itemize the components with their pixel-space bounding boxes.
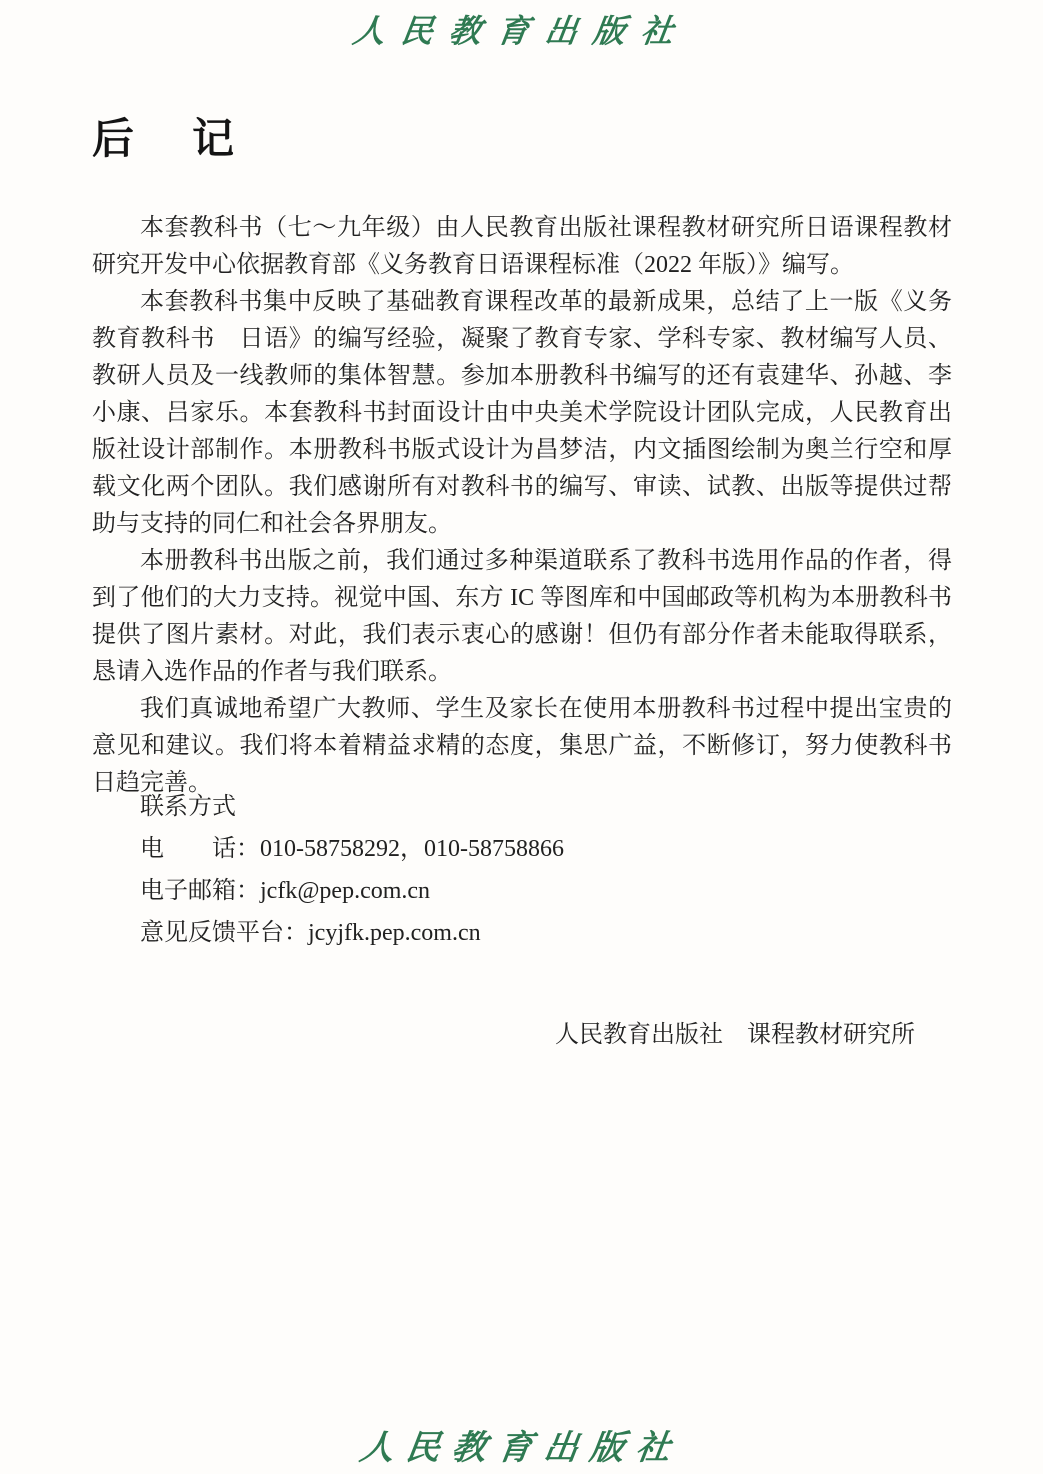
afterword-paragraph-2: 本套教科书集中反映了基础教育课程改革的最新成果，总结了上一版《义务教育教科书 日语》的编写经验，凝聚了教育专家、学科专家、教材编写人员、教研人员及一线教师的集体智慧。参加本册教科书编写的还有袁建华、孙越、李小康、吕家乐。本套教科书封面设计由中央美术学院设计团队完成，人民教育出版社设计部制作。本册教科书版式设计为昌梦洁，内文插图绘制为奥兰行空和厚载文化两个团队。我们感谢所有对教科书的编写、审读、试教、出版等提供过帮助与支持的同仁和社会各界朋友。 xyxy=(92,289,952,537)
contact-email-label: 电子邮箱： xyxy=(140,878,260,904)
afterword-body xyxy=(92,210,952,802)
afterword-paragraph-4: 我们真诚地希望广大教师、学生及家长在使用本册教科书过程中提出宝贵的意见和建议。我们将本着精益求精的态度，集思广益，不断修订，努力使教科书日趋完善。 xyxy=(92,696,952,796)
publisher-calligraphy-logo-top: 人民教育出版社 xyxy=(350,13,692,49)
contact-email-line xyxy=(140,870,564,912)
contact-feedback-label: 意见反馈平台： xyxy=(140,920,308,946)
contact-feedback-line xyxy=(140,912,564,954)
afterword-paragraph-3: 本册教科书出版之前，我们通过多种渠道联系了教科书选用作品的作者，得到了他们的大力支持。视觉中国、东方 IC 等图库和中国邮政等机构为本册教科书提供了图片素材。对此，我们表示衷心的感谢！但仍有部分作者未能取得联系，恳请入选作品的作者与我们联系。 xyxy=(92,548,952,685)
contact-email-value: jcfk@pep.com.cn xyxy=(260,878,431,904)
contact-section xyxy=(140,786,564,954)
page-title: 后 记 xyxy=(92,117,243,163)
publisher-signature: 人民教育出版社 课程教材研究所 xyxy=(555,1022,915,1048)
contact-phone-label: 电 话： xyxy=(140,836,260,862)
contact-heading: 联系方式 xyxy=(140,794,236,820)
contact-feedback-value: jcyjfk.pep.com.cn xyxy=(308,920,481,946)
publisher-calligraphy-logo-bottom: 人民教育出版社 xyxy=(357,1430,685,1467)
contact-phone-line xyxy=(140,828,564,870)
contact-phone-value: 010-58758292，010-58758866 xyxy=(260,836,564,862)
afterword-paragraph-1: 本套教科书（七～九年级）由人民教育出版社课程教材研究所日语课程教材研究开发中心依据教育部《义务教育日语课程标准（2022 年版）》编写。 xyxy=(92,215,952,278)
